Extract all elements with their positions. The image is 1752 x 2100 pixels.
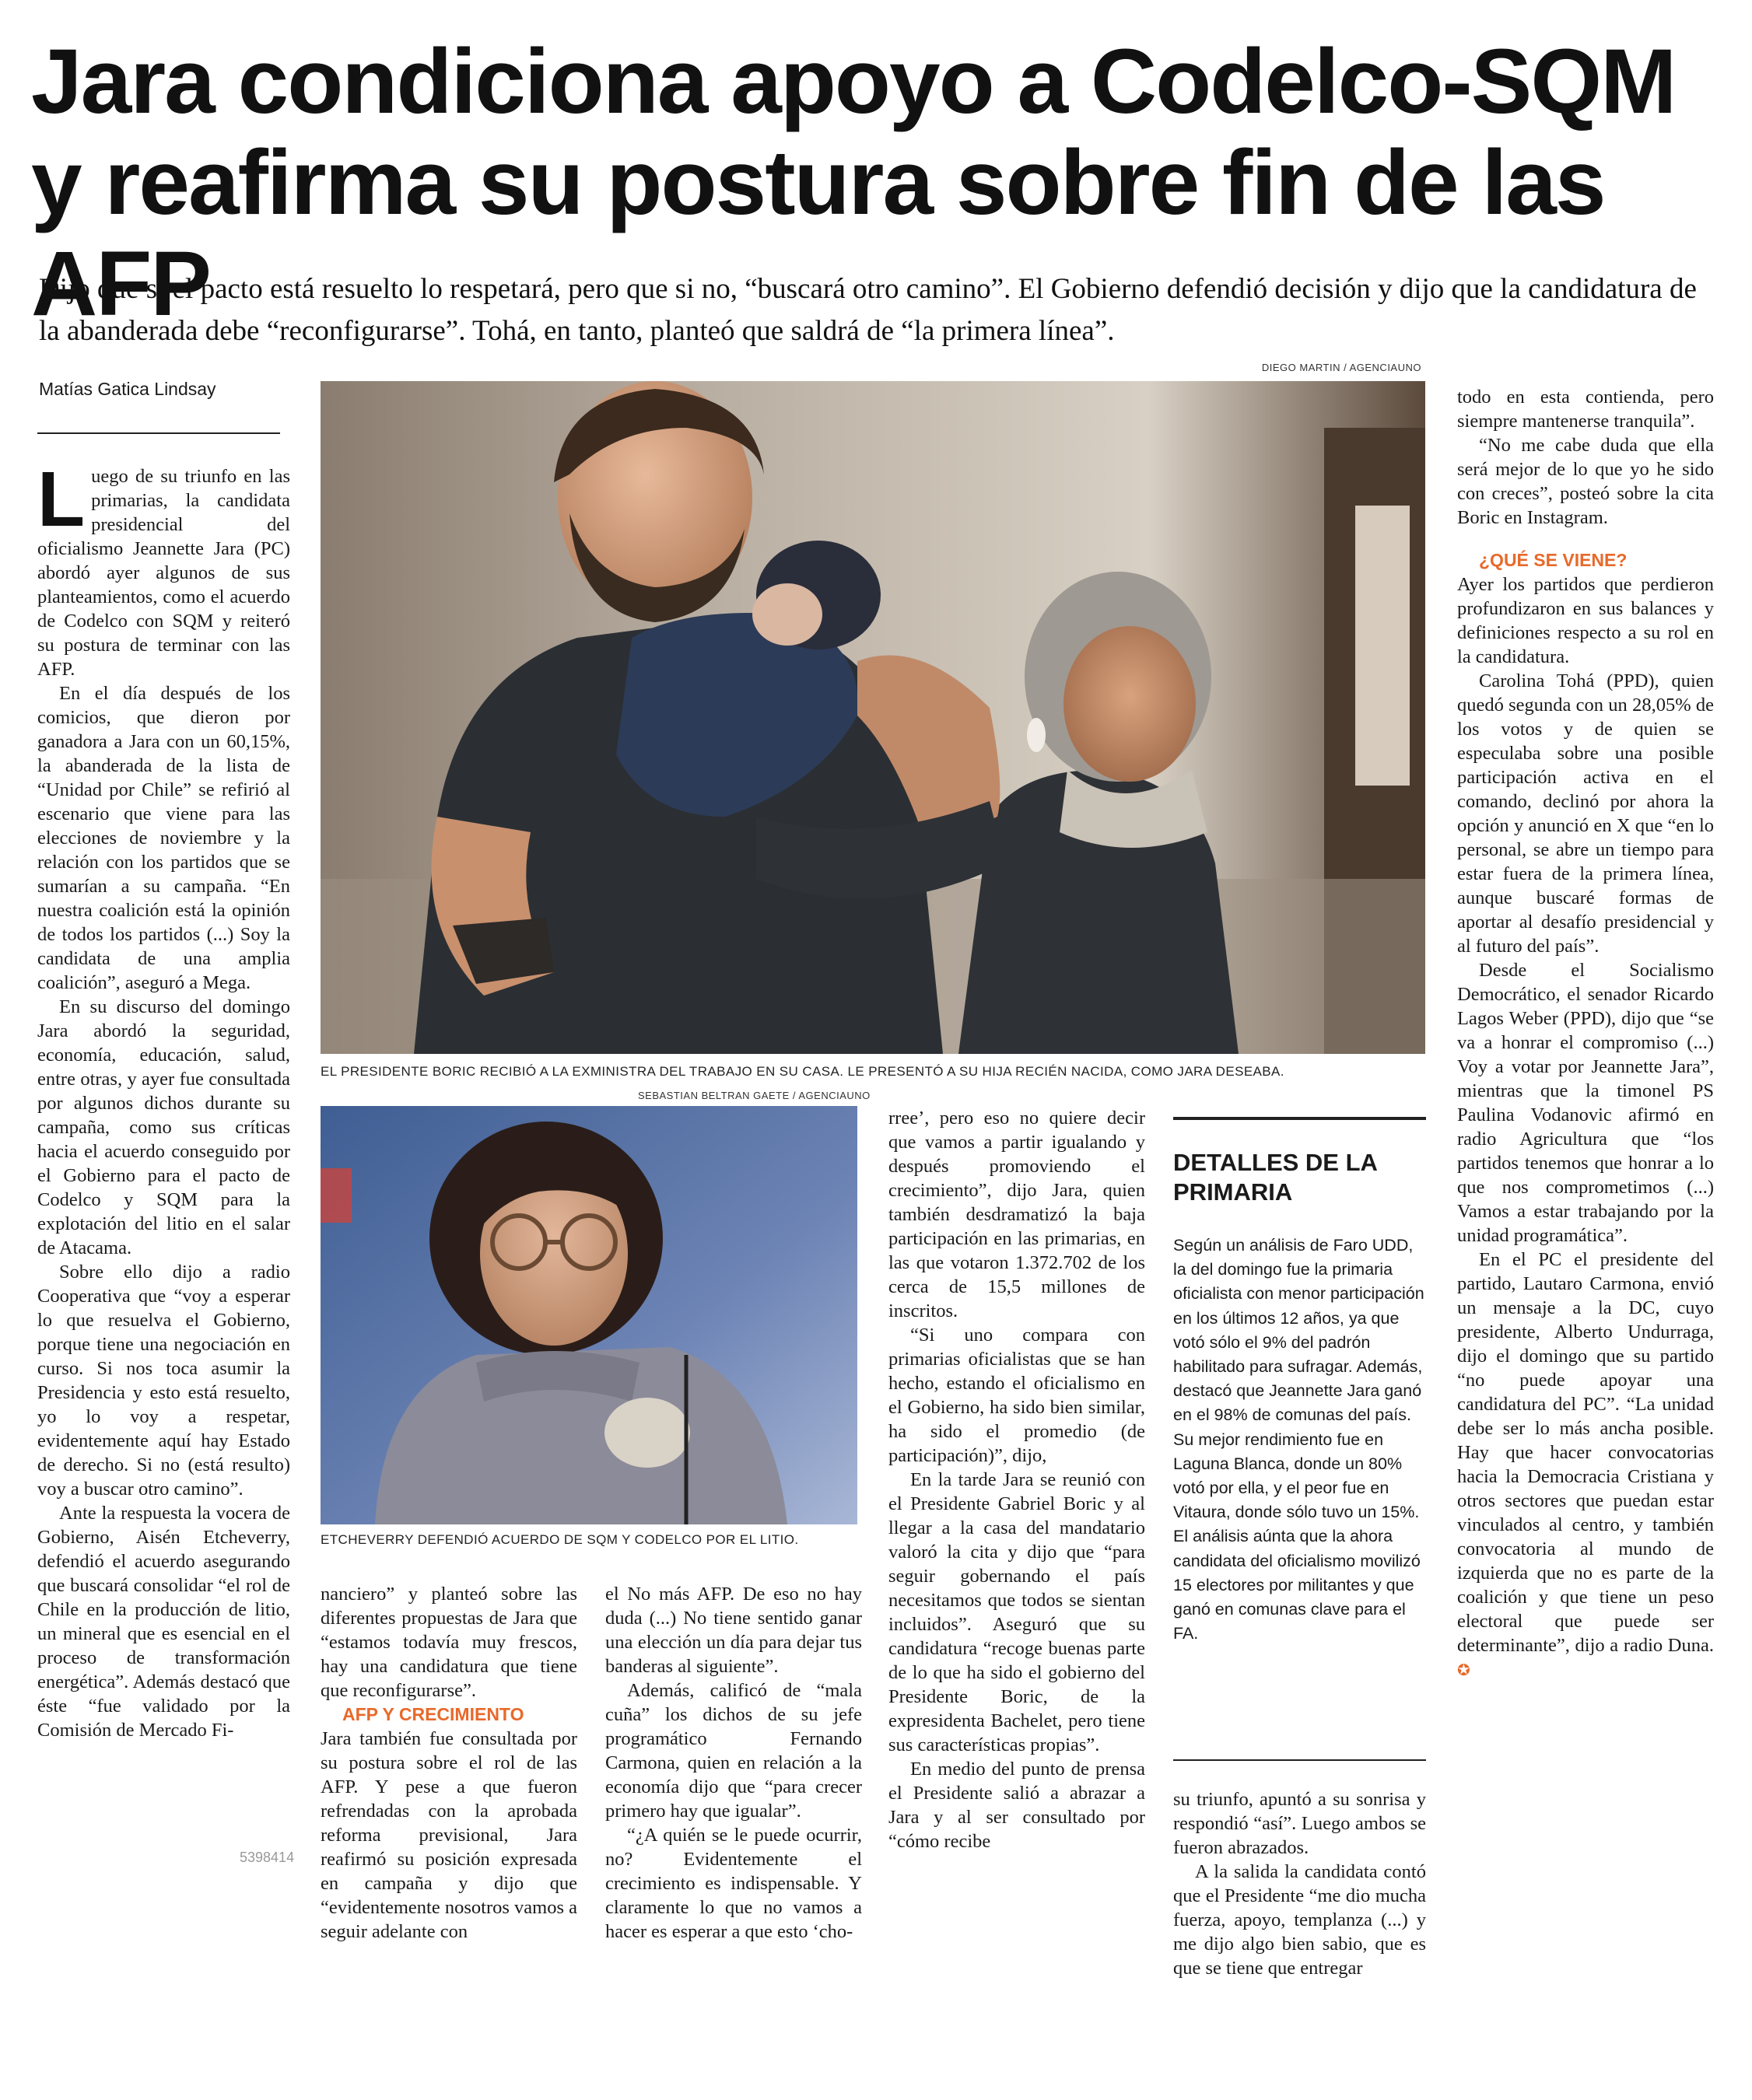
paragraph: nanciero” y planteó sobre las diferentes propuestas de Jara que “estamos todavía muy frescos, hay una candidatura que tiene que reconfigurarse”. (321, 1584, 577, 1701)
paragraph: todo en esta contienda, pero siempre mantenerse tranquila”. (1457, 387, 1714, 432)
deck: Dijo que si el pacto está resuelto lo respetará, pero que si no, “buscará otro camino”. El Gobierno defendió decisión y dijo que la candidatura de la abanderada debe “reconfigurarse”. Tohá, en tanto, planteó que saldrá de “la primera línea”. (39, 273, 1697, 347)
sidebar-bottom-rule (1173, 1759, 1426, 1761)
paragraph: “No me cabe duda que ella será mejor de lo que yo he sido con creces”, posteó sobre la cita Boric en Instagram. (1457, 435, 1714, 528)
photo-second (321, 1106, 857, 1524)
end-mark-icon: ✪ (1457, 1661, 1470, 1679)
paragraph: el No más AFP. De eso no hay duda (...) No tiene sentido ganar una elección un día para dejar tus banderas al siguiente”. (605, 1584, 862, 1677)
photo-second-image (321, 1106, 857, 1524)
photo-second-caption: ETCHEVERRY DEFENDIÓ ACUERDO DE SQM Y CODELCO POR EL LITIO. (321, 1532, 799, 1547)
photo-second-credit: SEBASTIAN BELTRAN GAETE / AGENCIAUNO (638, 1090, 871, 1101)
paragraph (1457, 1248, 1714, 1682)
column-5 (1173, 1787, 1426, 1980)
paragraph: Ante la respuesta la vocera de Gobierno, Aisén Etcheverry, defendió el acuerdo asegurando que buscará consolidar “el rol de Chile en la producción de litio, un mineral que es esencial en el proceso de transformación energética”. Además destacó que éste “fue validado por la Comisión de Mercado Fi- (37, 1503, 290, 1741)
sidebar-box (1173, 1148, 1426, 1646)
paragraph: En su discurso del domingo Jara abordó la seguridad, economía, educación, salud, entre otras, y ayer fue consultada por algunos dichos durante su campaña, como sus críticas hacia el acuerdo conseguido por el Gobierno para el pacto de Codelco y SQM para la explotación del litio en el salar de Atacama. (37, 996, 290, 1258)
sidebar-title: DETALLES DE LA PRIMARIA (1173, 1149, 1377, 1206)
paragraph-text: En el PC el presidente del partido, Lautaro Carmona, envió un mensaje a la DC, cuyo presidente, Alberto Undurraga, dijo el domingo que su partido “no puede apoyar una candidatura del PC”. “La unidad debe ser lo más ancha posible. Hay que hacer convocatorias hacia la Democracia Cristiana y otros sectores que puedan estar vinculados al centro, y también convocatoria al mundo de izquierda que no es parte de la coalición y que tiene un peso electoral que puede ser determinante”, dijo a radio Duna. (1457, 1249, 1714, 1656)
sidebar-body: Según un análisis de Faro UDD, la del domingo fue la primaria oficialista con menor participación en los últimos 12 años, ya que votó sólo el 9% del padrón habilitado para sufragar. Además, destacó que Jeannette Jara ganó en el 98% de comunas del país. Su mejor rendimiento fue en Laguna Blanca, donde un 80% votó por ella, y el peor fue en Vitaura, donde sólo tuvo un 15%. El análisis aúnta que la ahora candidata del oficialismo movilizó 15 electores por militantes y que ganó en comunas clave para el FA. (1173, 1236, 1424, 1643)
byline-rule (37, 432, 280, 434)
paragraph: Carolina Tohá (PPD), quien quedó segunda con un 28,05% de los votos y de quien se especulaba sobre una posible participación activa en el comando, declinó por ahora la opción y anunció en X que “en lo personal, se abre un tiempo para estar fuera de la primera línea, aunque buscaré formas de aportar al desafío presidencial y al futuro del país”. (1457, 670, 1714, 957)
paragraph: uego de su triunfo en las primarias, la candidata presidencial del oficialismo Jeannette Jara (PC) abordó ayer algunos de sus planteamientos, como el acuerdo de Codelco con SQM y reiteró su postura de terminar con las AFP. (37, 466, 290, 680)
photo-main-caption: EL PRESIDENTE BORIC RECIBIÓ A LA EXMINISTRA DEL TRABAJO EN SU CASA. LE PRESENTÓ A SU HIJA RECIÉN NACIDA, COMO JARA DESEABA. (321, 1064, 1284, 1079)
paragraph: “Si uno compara con primarias oficialistas que se han hecho, estando el oficialismo en el Gobierno, ha sido bien similar, ha sido el promedio (de participación)”, dijo, (888, 1325, 1145, 1466)
subhead-afp: AFP Y CRECIMIENTO (342, 1704, 524, 1724)
photo-main-image (321, 381, 1425, 1054)
paragraph: A la salida la candidata contó que el Presidente “me dio mucha fuerza, apoyo, templanza (...) y me dijo algo bien sabio, que es que se tiene que entregar (1173, 1861, 1426, 1979)
headline: Jara condiciona apoyo a Codelco-SQM y reafirma su postura sobre fin de las AFP (31, 30, 1676, 335)
dropcap: L (37, 456, 86, 543)
paragraph: Además, calificó de “mala cuña” los dichos de su jefe programático Fernando Carmona, quien en relación a la economía dijo que “para crecer primero hay que igualar”. (605, 1680, 862, 1822)
paragraph: Jara también fue consultada por su postura sobre el rol de las AFP. Y pese a que fueron refrendadas con la aprobada reforma previsional, Jara reafirmó su posición expresada en campaña y dijo que “evidentemente nosotros vamos a seguir adelante con (321, 1728, 577, 1942)
column-4 (888, 1106, 1145, 1853)
paragraph: su triunfo, apuntó a su sonrisa y respondió “así”. Luego ambos se fueron abrazados. (1173, 1789, 1426, 1858)
column-6 (1457, 385, 1714, 1682)
photo-main-credit: DIEGO MARTIN / AGENCIAUNO (1261, 362, 1421, 373)
column-3 (605, 1582, 862, 1944)
paragraph: “¿A quién se le puede ocurrir, no? Evidentemente el crecimiento es indispensable. Y claramente lo que no vamos a hacer es esperar a que esto ‘cho- (605, 1825, 862, 1942)
byline: Matías Gatica Lindsay (39, 379, 216, 399)
paragraph: En el día después de los comicios, que dieron por ganadora a Jara con un 60,15%, la abanderada de la lista de “Unidad por Chile” se refirió al escenario que viene para las elecciones de noviembre y la relación con los partidos que se sumarían a su campaña. “En nuestra coalición está la opinión de todos los partidos (...) Soy la candidata de una amplia coalición”, aseguró a Mega. (37, 683, 290, 993)
column-2 (321, 1582, 577, 1944)
paragraph: Sobre ello dijo a radio Cooperativa que “voy a esperar lo que resuelva el Gobierno, porque tiene una negociación en curso. Si nos toca asumir la Presidencia y esto está resuelto, yo lo voy a respetar, evidentemente aquí hay Estado de derecho. Si no (está resulto) voy a buscar otro camino”. (37, 1262, 290, 1500)
paragraph: Desde el Socialismo Democrático, el senador Ricardo Lagos Weber (PPD), dijo que “se va a honrar el compromiso (...) Voy a votar por Jeannette Jara”, mientras que la timonel PS Paulina Vodanovic afirmó en radio Agricultura que “los partidos tenemos que honrar a lo que nos comprometimos (...) Vamos a estar trabajando por la unidad programática”. (1457, 960, 1714, 1246)
paragraph: En la tarde Jara se reunió con el Presidente Gabriel Boric y al llegar a la casa del mandatario valoró la cita y dijo que “para seguir gobernando el país necesitamos que todos se sientan incluidos”. Aseguró que su candidatura “recoge buenas parte de lo que ha sido el gobierno del Presidente Boric, de la expresidenta Bachelet, pero tiene sus características propias”. (888, 1469, 1145, 1755)
sidebar-top-rule (1173, 1117, 1426, 1120)
column-1 (37, 456, 290, 1742)
paragraph: rree’, pero eso no quiere decir que vamos a partir igualando y después promoviendo el crecimiento”, dijo Jara, quien también desdramatizó la baja participación en las primarias, en las que votaron 1.372.702 de los cerca de 15,5 millones de inscritos. (888, 1108, 1145, 1321)
subhead-que-se-viene: ¿QUÉ SE VIENE? (1479, 550, 1628, 570)
paragraph: Ayer los partidos que perdieron profundizaron en sus balances y definiciones respecto a su rol en la candidatura. (1457, 574, 1714, 667)
photo-main (321, 381, 1425, 1054)
watermark: 5398414 (240, 1850, 295, 1865)
paragraph: En medio del punto de prensa el Presidente salió a abrazar a Jara y al ser consultado por “cómo recibe (888, 1759, 1145, 1852)
